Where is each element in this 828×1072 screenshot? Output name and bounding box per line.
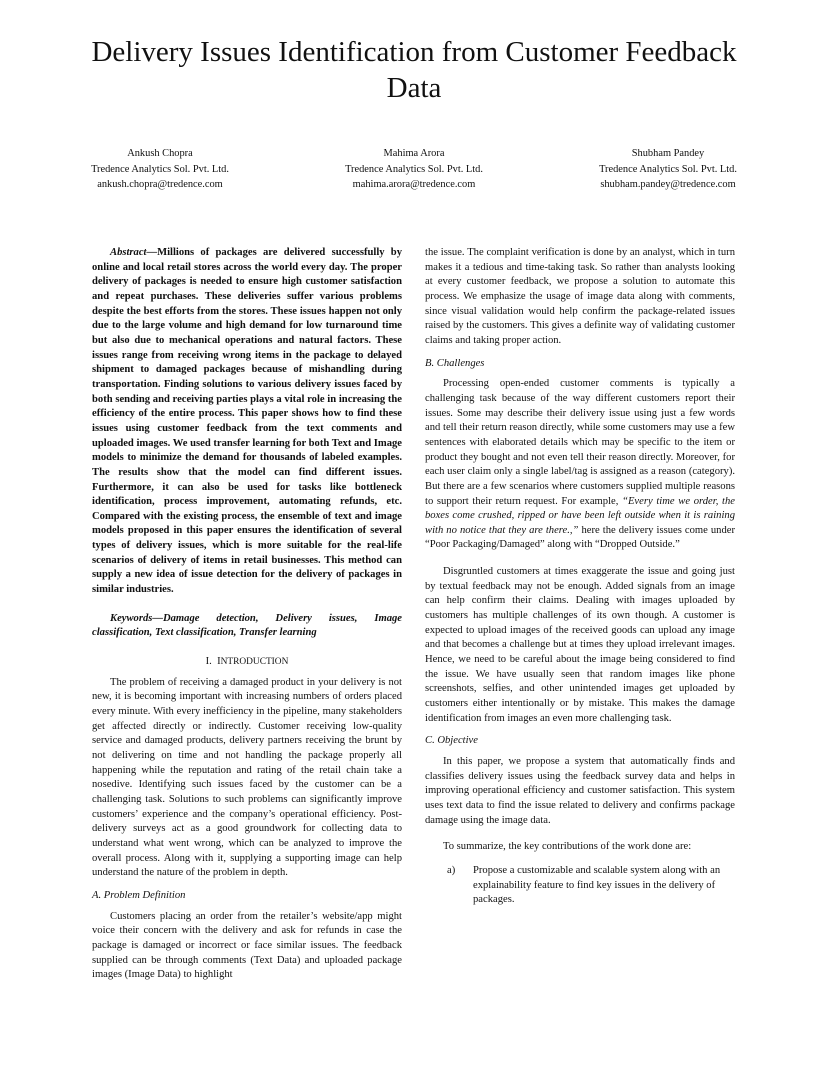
objective-paragraph-2: To summarize, the key contributions of the work done are: (443, 841, 692, 853)
abstract (92, 246, 402, 598)
author-email: mahima.arora@tredence.com (352, 179, 476, 190)
problem-paragraph: Customers placing an order from the retailer’s website/app might voice their concern with the delivery and ask for refunds in case the package is damaged or incorrect or face similar issues. The feedback supplied can be through comments (Text Data) and uploaded package images (Image Data) to highlight (92, 910, 402, 981)
challenges-text-b: here the delivery issues come under “Poor Packaging/Damaged” along with “Dropped Outside.” (425, 524, 735, 551)
author-name: Shubham Pandey (631, 148, 705, 159)
contribution-marker: a) (447, 864, 456, 876)
subsection-heading-problem-definition: A. Problem Definition (92, 889, 186, 901)
author-3 (548, 146, 788, 193)
problem-paragraph-continued: the issue. The complaint verification is done by an analyst, which in turn makes it a tedious and time-taking task. So rather than analysts looking at every customer feedback, we propose a solution to automate this process. We emphasize the usage of image data along with comments, since visual validation would help confirm the package-related issues raised by the customers. This gives a definite way of validating customer claims and taking proper action. (425, 247, 735, 346)
author-1 (40, 146, 280, 193)
author-name: Mahima Arora (383, 148, 445, 159)
section-heading-introduction (92, 655, 402, 670)
challenges-paragraph-2: Disgruntled customers at times exaggerate the issue and going just by textual feedback may not be enough. Added signals from an image can help confirm their claims. Dealing with images uploaded by customers has multiple challenges of its own though. A customer is expected to upload images of the received goods can upload any image and that becomes a challenge but at times they upload irrelevant images. Hence, we need to be careful about the image being considered to find the issue. We have usually seen that random images like phone screenshots, selfies, and other unintended images get uploaded by customers either intentionally or by mistake. This makes the damage identification from images an even more challenging task. (425, 566, 735, 724)
author-affiliation: Tredence Analytics Sol. Pvt. Ltd. (345, 163, 483, 175)
author-email: shubham.pandey@tredence.com (600, 179, 736, 190)
author-name: Ankush Chopra (127, 148, 193, 159)
paper-title: Delivery Issues Identification from Customer Feedback Data (91, 36, 737, 104)
author-affiliation: Tredence Analytics Sol. Pvt. Ltd. (91, 163, 229, 175)
section-number: I. (205, 656, 212, 668)
subsection-heading-objective: C. Objective (425, 735, 478, 747)
customer-quote: “Every time we order, the boxes come crushed, ripped or have been left outside when it is raining with no notice that they are there.,” (425, 495, 735, 536)
contribution-item (425, 864, 735, 908)
contribution-text: Propose a customizable and scalable system along with an explainability feature to find key issues in the delivery of packages. (473, 864, 721, 906)
author-email: ankush.chopra@tredence.com (97, 179, 223, 190)
author-block (40, 146, 788, 193)
challenges-text-a: Processing open-ended customer comments is typically a challenging task because of the way different customers report their issues. Some may describe their delivery issue using just a few words and tell their return reason directly, while some customers may use a few sentences with elaborated details which may be specific to the item or product they bought and not even tell their reason directly. Moreover, for each user claim only a single label/tag is assigned as a reason (category). But there are a few scenarios where customers supplied multiple reasons to support their return request. For example, (425, 378, 735, 507)
right-column (425, 246, 735, 908)
section-title-rest: NTRODUCTION (220, 657, 289, 668)
challenges-paragraph-1 (425, 377, 735, 553)
subsection-heading-challenges: B. Challenges (425, 357, 485, 369)
author-2 (294, 146, 534, 193)
left-column (92, 246, 402, 983)
abstract-text: —Millions of packages are delivered successfully by online and local retail stores across the world every day. The proper delivery of packages is needed to ensure high customer satisfaction and repeat purchases. These deliveries suffer various problems despite the best efforts from the stores. These issues happen not only due to the large volume and high demand for low turnaround time but also due to mechanical operations and natural factors. These issues range from receiving wrong items in the package to delayed shipment to damaged packages because of mishandling during transportation. Finding solutions to various delivery issues faced by both sending and receiving parties plays a vital role in increasing the efficiency of the entire process. This paper shows how to find these issues using customer feedback from the text comments and uploaded images. We used transfer learning for both Text and Image models to minimize the demand for thousands of labeled examples. The results show that the model can find different issues. Furthermore, it can also be used for tasks like bottleneck identification, process improvement, automating refunds, etc. Compared with the existing process, the ensemble of text and image models proposed in this paper ensures the identification of several types of delivery issues, which is more suitable for the real-life scenarios of delivery of items in retail businesses. This method can supply a new idea of issue detection for the delivery of packages in similar industries. (92, 247, 402, 596)
objective-paragraph-1: In this paper, we propose a system that automatically finds and classifies delivery issues using the feedback survey data and helps in improving operational efficiency and customer satisfaction. This system uses text data to find the issue related to delivery and confirms package damage using the image data. (425, 756, 735, 826)
keywords: Keywords—Damage detection, Delivery issues, Image classification, Text classification, Transfer learning (92, 612, 402, 639)
abstract-label: Abstract (110, 247, 147, 258)
intro-paragraph: The problem of receiving a damaged product in your delivery is not new, it is becoming important with increasing numbers of orders placed every minute. With every inefficiency in the pipeline, many stakeholders get affected directly or indirectly. Customer receiving low-quality service and damaged products, delivery partners receiving the brunt by not delivering on time and not handling the package properly all happening while the reputation and rating of the retail chain take a nosedive. Identifying such issues faced by the customer can be a challenging task. Solutions to such problems can significantly improve customers’ experience and the company’s operational efficiency. Post-delivery surveys act as a good groundwork for collecting data to understand what went wrong, which can be analyzed to improve the overall process. Along with it, supplying a supporting image can help understand the nature of the problem in depth. (92, 676, 402, 879)
section-title-first-letter: I (217, 656, 221, 668)
author-affiliation: Tredence Analytics Sol. Pvt. Ltd. (599, 163, 737, 175)
